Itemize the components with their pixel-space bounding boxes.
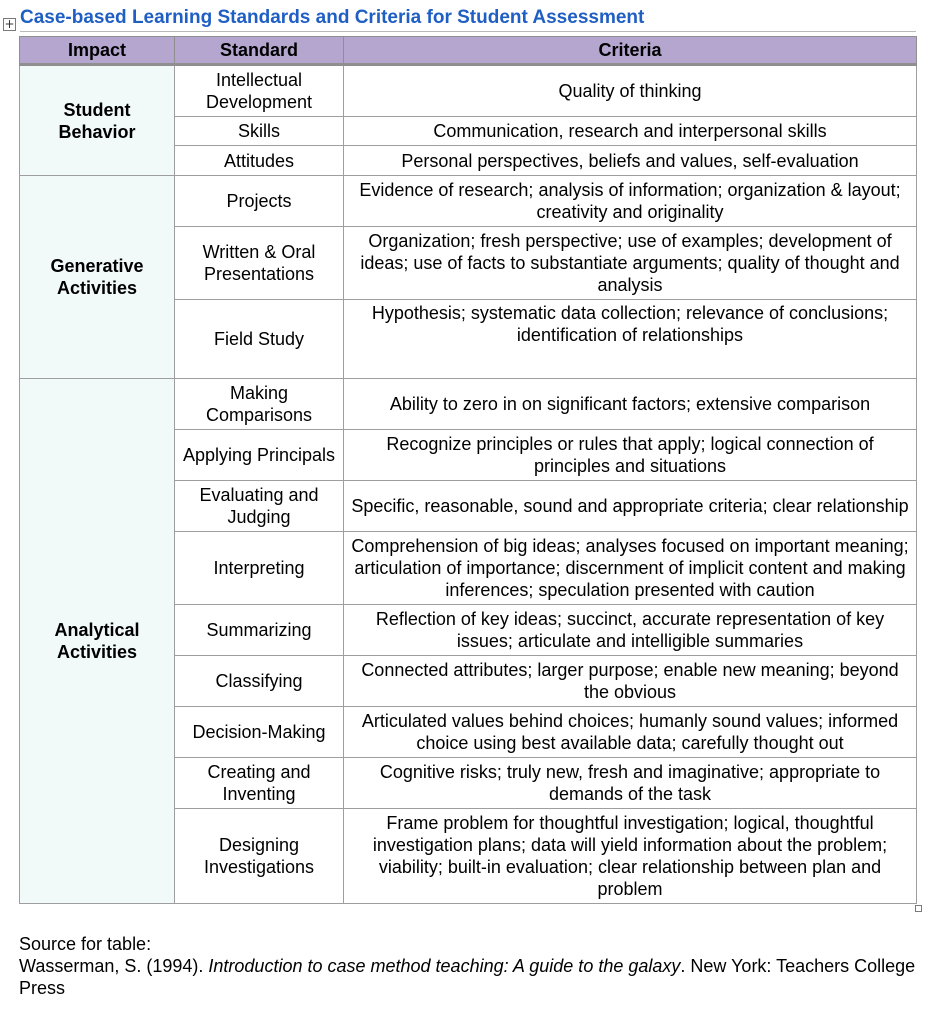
standard-cell: Skills bbox=[175, 117, 344, 146]
source-note bbox=[19, 933, 919, 999]
criteria-cell: Communication, research and interpersonal skills bbox=[344, 117, 917, 146]
standard-cell: Designing Investigations bbox=[175, 809, 344, 904]
criteria-cell: Organization; fresh perspective; use of examples; development of ideas; use of facts to substantiate arguments; quality of thought and analysis bbox=[344, 227, 917, 300]
document-title: Case-based Learning Standards and Criteria for Student Assessment bbox=[20, 7, 645, 28]
standards-table bbox=[19, 36, 917, 904]
criteria-cell: Comprehension of big ideas; analyses focused on important meaning; articulation of importance; discernment of implicit content and making inferences; speculation presented with caution bbox=[344, 532, 917, 605]
table-row bbox=[20, 379, 917, 430]
standard-cell: Applying Principals bbox=[175, 430, 344, 481]
standard-cell: Field Study bbox=[175, 300, 344, 379]
standard-cell: Written & Oral Presentations bbox=[175, 227, 344, 300]
table-resize-handle-icon[interactable] bbox=[915, 905, 922, 912]
citation-book-title: Introduction to case method teaching: A guide to the galaxy bbox=[208, 956, 681, 976]
header-row bbox=[20, 37, 917, 65]
table-move-handle-icon[interactable]: + bbox=[4, 17, 15, 31]
criteria-cell: Cognitive risks; truly new, fresh and imaginative; appropriate to demands of the task bbox=[344, 758, 917, 809]
criteria-cell: Articulated values behind choices; humanly sound values; informed choice using best available data; carefully thought out bbox=[344, 707, 917, 758]
criteria-cell: Quality of thinking bbox=[344, 65, 917, 117]
criteria-cell: Evidence of research; analysis of information; organization & layout; creativity and originality bbox=[344, 176, 917, 227]
citation-author: Wasserman, S. (1994). bbox=[19, 956, 209, 976]
criteria-cell: Connected attributes; larger purpose; enable new meaning; beyond the obvious bbox=[344, 656, 917, 707]
standard-cell: Interpreting bbox=[175, 532, 344, 605]
source-citation bbox=[19, 955, 919, 999]
criteria-cell: Specific, reasonable, sound and appropriate criteria; clear relationship bbox=[344, 481, 917, 532]
impact-cell: Student Behavior bbox=[20, 65, 175, 176]
criteria-cell: Ability to zero in on significant factors; extensive comparison bbox=[344, 379, 917, 430]
header-impact: Impact bbox=[20, 37, 175, 65]
source-label: Source for table: bbox=[19, 934, 152, 954]
criteria-cell: Recognize principles or rules that apply; logical connection of principles and situations bbox=[344, 430, 917, 481]
table-row bbox=[20, 65, 917, 117]
standard-cell: Making Comparisons bbox=[175, 379, 344, 430]
standard-cell: Creating and Inventing bbox=[175, 758, 344, 809]
standard-cell: Classifying bbox=[175, 656, 344, 707]
table-row bbox=[20, 176, 917, 227]
header-criteria: Criteria bbox=[344, 37, 917, 65]
criteria-cell: Hypothesis; systematic data collection; relevance of conclusions; identification of relationships bbox=[344, 300, 917, 379]
standard-cell: Decision-Making bbox=[175, 707, 344, 758]
criteria-cell: Frame problem for thoughtful investigation; logical, thoughtful investigation plans; data will yield information about the problem; viability; built-in evaluation; clear relationship between plan and problem bbox=[344, 809, 917, 904]
header-standard: Standard bbox=[175, 37, 344, 65]
impact-cell: Generative Activities bbox=[20, 176, 175, 379]
standard-cell: Summarizing bbox=[175, 605, 344, 656]
impact-cell: Analytical Activities bbox=[20, 379, 175, 904]
title-rule bbox=[20, 31, 916, 32]
standard-cell: Projects bbox=[175, 176, 344, 227]
criteria-cell: Personal perspectives, beliefs and values, self-evaluation bbox=[344, 146, 917, 176]
standard-cell: Evaluating and Judging bbox=[175, 481, 344, 532]
criteria-cell: Reflection of key ideas; succinct, accurate representation of key issues; articulate and intelligible summaries bbox=[344, 605, 917, 656]
standard-cell: Attitudes bbox=[175, 146, 344, 176]
standard-cell: Intellectual Development bbox=[175, 65, 344, 117]
citation-publisher: . New York: Teachers College Press bbox=[19, 956, 916, 998]
